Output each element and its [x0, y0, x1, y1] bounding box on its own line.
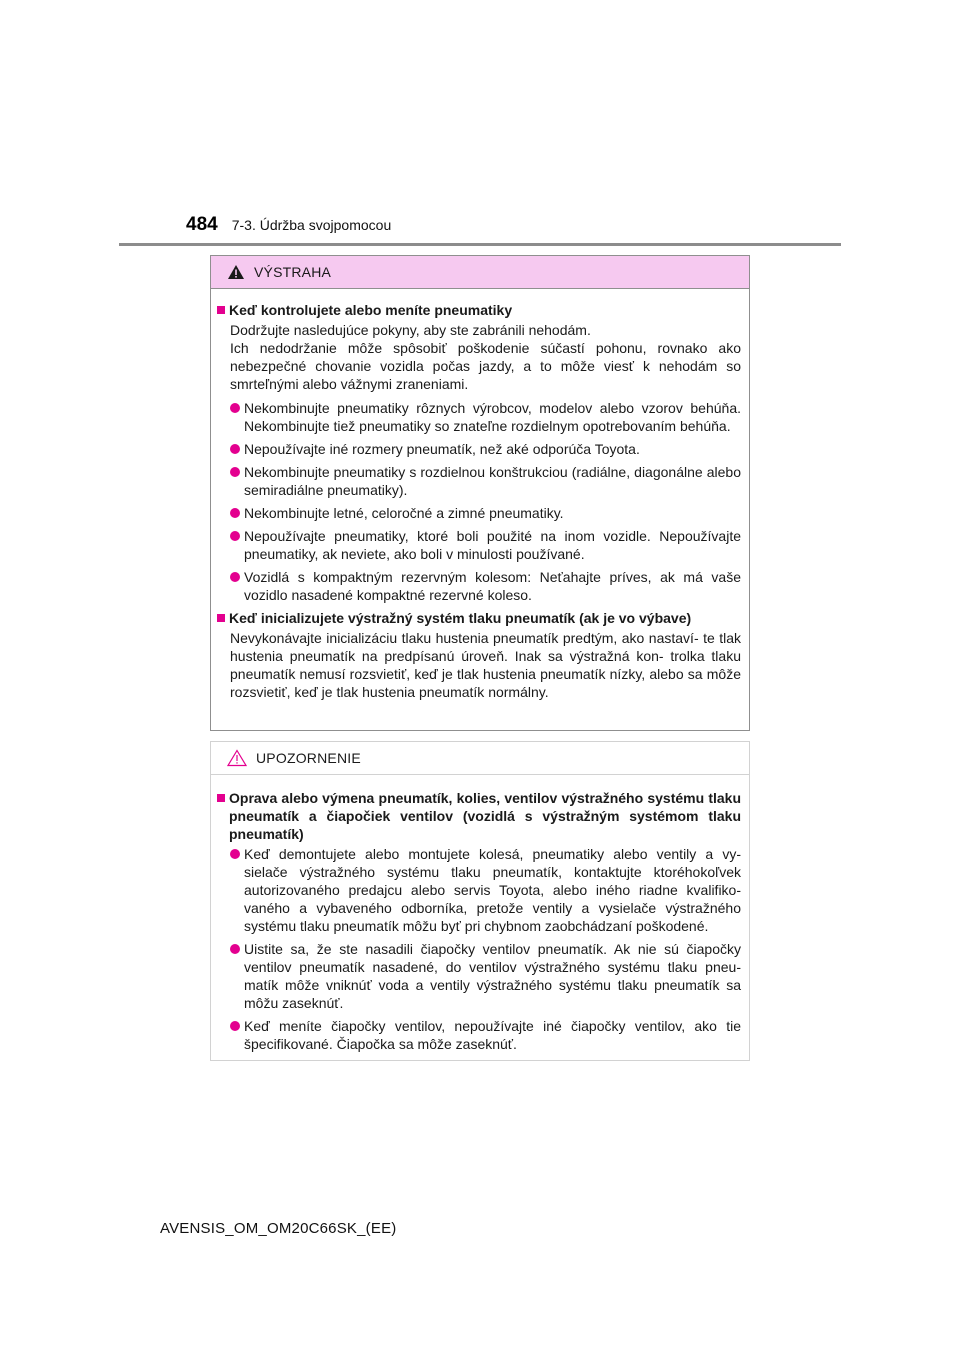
round-bullet-icon: [230, 849, 240, 859]
list-item: Nepoužívajte pneumatiky, ktoré boli použité na inom vozidle. Nepoužívajte pneumatiky, ak neviete, ako boli v minulosti používané.: [217, 527, 741, 563]
list-item: Keď demontujete alebo montujete kolesá, pneumatiky alebo ventily a vy- sielače výstražného systému tlaku pneumatík, kontaktujte ktoréhokoľvek autorizovaného predajcu alebo servis Toyota, alebo iného riadne kvalifiko- vaného a vybaveného odborníka, pretože ventily a vysielače výstražného systému tlaku pneumatík môžu byť pri chybnom zaobchádzaní poškodené.: [217, 845, 741, 935]
round-bullet-icon: [230, 944, 240, 954]
warning-heading-tpms: Keď inicializujete výstražný systém tlaku pneumatík (ak je vo výbave): [217, 609, 741, 627]
round-bullet-icon: [230, 467, 240, 477]
caution-body: [211, 775, 749, 1053]
list-item: Nepoužívajte iné rozmery pneumatík, než aké odporúča Toyota.: [217, 440, 741, 458]
list-item: Nekombinujte pneumatiky s rozdielnou konštrukciou (radiálne, diagonálne alebo semiradiálne pneumatiky).: [217, 463, 741, 499]
square-bullet-icon: [217, 614, 225, 622]
warning-header: [211, 256, 749, 289]
list-item: Vozidlá s kompaktným rezervným kolesom: Neťahajte príves, ak má vaše vozidlo nasadené kompaktné rezervné koleso.: [217, 568, 741, 604]
list-item: Nekombinujte pneumatiky rôznych výrobcov, modelov alebo vzorov behúňa. Nekombinujte tiež pneumatiky so znateľne rozdielnym opotrebovaním behúňa.: [217, 399, 741, 435]
square-bullet-icon: [217, 794, 225, 802]
caution-title: UPOZORNENIE: [256, 750, 361, 766]
warning-tpms-text: Nevykonávajte inicializáciu tlaku hustenia pneumatík predtým, ako nastaví- te tlak hustenia pneumatík na predpísanú úroveň. Inak sa výstražná kon- trolka tlaku pneumatík nemusí rozsvietiť, keď je tlak hustenia pneumatík nízky, alebo sa môže rozsvietiť, keď je tlak hustenia pneumatík normálny.: [230, 630, 741, 700]
round-bullet-icon: [230, 444, 240, 454]
round-bullet-icon: [230, 572, 240, 582]
page-header: [186, 214, 391, 244]
section-title: 7-3. Údržba svojpomocou: [231, 217, 392, 233]
list-item: Nekombinujte letné, celoročné a zimné pneumatiky.: [217, 504, 741, 522]
page-number: 484: [186, 214, 218, 235]
warning-triangle-icon: [227, 264, 245, 280]
document-code: AVENSIS_OM_OM20C66SK_(EE): [160, 1220, 397, 1237]
round-bullet-icon: [230, 403, 240, 413]
warning-heading-tires: Keď kontrolujete alebo meníte pneumatiky: [217, 301, 741, 319]
list-item: Uistite sa, že ste nasadili čiapočky ventilov pneumatík. Ak nie sú čiapočky ventilov pneumatík nasadené, do ventilov výstražného systému tlaku pneu- matík môže vniknúť voda a ventily výstražného systému tlaku pneumatík sa môžu zaseknúť.: [217, 940, 741, 1012]
round-bullet-icon: [230, 531, 240, 541]
warning-body: [211, 289, 749, 701]
header-rule: [119, 243, 841, 246]
caution-header: [211, 742, 749, 775]
round-bullet-icon: [230, 1021, 240, 1031]
warning-box: [210, 255, 750, 731]
caution-heading: Oprava alebo výmena pneumatík, kolies, ventilov výstražného systému tlaku pneumatík a čiapočiek ventilov (vozidlá s výstražným systémom tlaku pneumatík): [217, 789, 741, 843]
list-item: Keď meníte čiapočky ventilov, nepoužívajte iné čiapočky ventilov, ako tie špecifikované. Čiapočka sa môže zaseknúť.: [217, 1017, 741, 1053]
warning-title: VÝSTRAHA: [254, 264, 332, 280]
square-bullet-icon: [217, 306, 225, 314]
caution-box: [210, 741, 750, 1061]
round-bullet-icon: [230, 508, 240, 518]
caution-triangle-icon: [227, 749, 247, 767]
warning-intro: Dodržujte nasledujúce pokyny, aby ste zabránili nehodám. Ich nedodržanie môže spôsobiť poškodenie súčastí pohonu, rovnako ako nebezpečné chovanie vozidla počas jazdy, a to môže viesť k nehodám so smrteľnými alebo vážnymi zraneniami.: [230, 322, 741, 392]
